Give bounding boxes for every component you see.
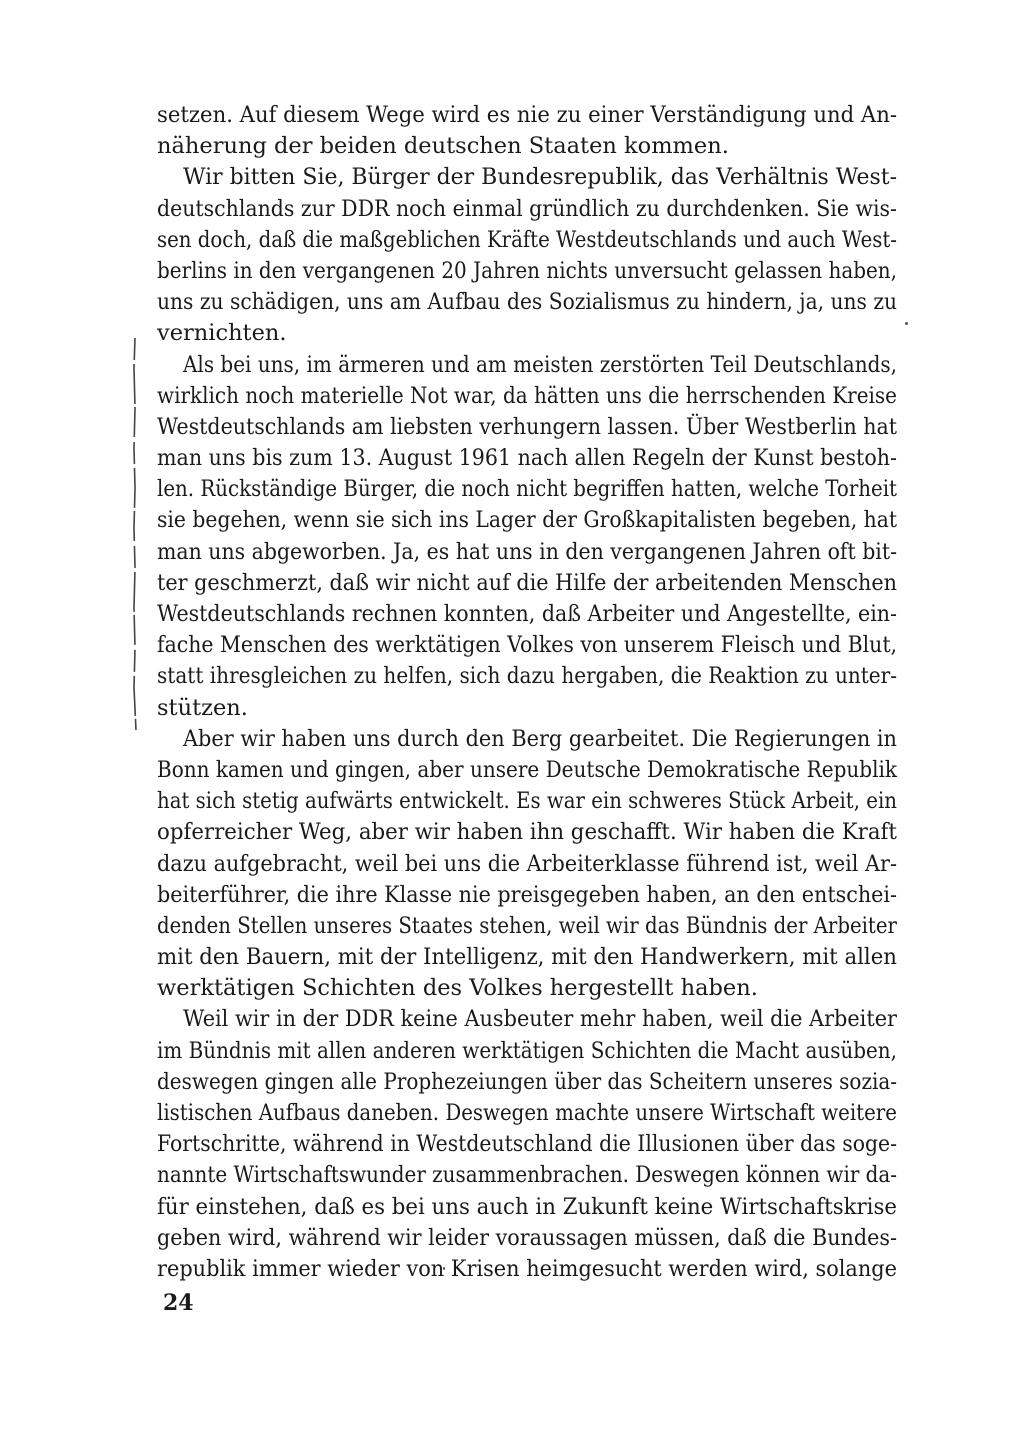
text-line: Aber wir haben uns durch den Berg gearbeitet. Die Regierungen in: [183, 725, 897, 752]
text-line: werktätigen Schichten des Volkes hergestellt haben.: [157, 975, 758, 1002]
text-line: hat sich stetig aufwärts entwickelt. Es war ein schweres Stück Arbeit, ein: [157, 788, 897, 815]
text-line: listischen Aufbaus daneben. Deswegen machte unsere Wirtschaft weitere: [157, 1100, 897, 1126]
text-line: Als bei uns, im ärmeren und am meisten zerstörten Teil Deutschlands,: [183, 351, 897, 378]
text-line: beiterführer, die ihre Klasse nie preisgegeben haben, an den entschei-: [157, 881, 898, 908]
paragraph: [157, 724, 897, 1005]
text-line: republik immer wieder von Krisen heimgesucht werden wird, solange: [157, 1255, 898, 1282]
page-number: 24: [163, 1290, 194, 1316]
body-text: [157, 100, 897, 1285]
paragraph: [157, 162, 897, 349]
text-line: berlins in den vergangenen 20 Jahren nichts unversucht gelassen haben,: [157, 257, 898, 284]
text-line: len. Rückständige Bürger, die noch nicht begriffen hatten, welche Torheit: [157, 476, 898, 503]
ink-speck: [905, 322, 908, 325]
text-line: nannte Wirtschaftswunder zusammenbrachen. Deswegen können wir da-: [157, 1162, 898, 1189]
text-line: sen doch, daß die maßgeblichen Kräfte Westdeutschlands und auch West-: [157, 226, 897, 253]
text-line: sie begehen, wenn sie sich ins Lager der Großkapitalisten begeben, hat: [157, 507, 898, 534]
text-line: fache Menschen des werktätigen Volkes von unserem Fleisch und Blut,: [157, 632, 898, 659]
paragraph: [157, 350, 897, 724]
text-line: wirklich noch materielle Not war, da hätten uns die herrschenden Kreise: [157, 382, 897, 409]
paragraph: [157, 100, 897, 162]
text-line: deswegen gingen alle Prophezeiungen über das Scheitern unseres sozia-: [157, 1068, 898, 1095]
margin-pencil-line: [130, 338, 140, 730]
text-line: statt ihresgleichen zu helfen, sich dazu hergaben, die Reaktion zu unter-: [157, 663, 898, 690]
text-line: im Bündnis mit allen anderen werktätigen Schichten die Macht ausüben,: [157, 1037, 897, 1064]
text-line: stützen.: [157, 694, 248, 721]
text-line: Wir bitten Sie, Bürger der Bundesrepublik, das Verhältnis West-: [183, 164, 898, 191]
text-line: deutschlands zur DDR noch einmal gründlich zu durchdenken. Sie wis-: [157, 195, 897, 222]
margin-pencil-line-graphic: [130, 338, 140, 730]
text-line: opferreicher Weg, aber wir haben ihn geschafft. Wir haben die Kraft: [157, 819, 897, 846]
text-line: man uns bis zum 13. August 1961 nach allen Regeln der Kunst bestoh-: [157, 445, 897, 472]
text-line: setzen. Auf diesem Wege wird es nie zu einer Verständigung und An-: [157, 102, 898, 128]
text-line: Westdeutschlands am liebsten verhungern lassen. Über Westberlin hat: [157, 413, 898, 440]
text-line: geben wird, während wir leider voraussagen müssen, daß die Bundes-: [157, 1224, 897, 1251]
text-line: Fortschritte, während in Westdeutschland die Illusionen über das soge-: [157, 1131, 898, 1158]
text-line: Bonn kamen und gingen, aber unsere Deutsche Demokratische Republik: [157, 756, 898, 783]
text-line: man uns abgeworben. Ja, es hat uns in den vergangenen Jahren oft bit-: [157, 538, 898, 565]
text-line: für einstehen, daß es bei uns auch in Zukunft keine Wirtschaftskrise: [157, 1193, 898, 1220]
text-line: uns zu schädigen, uns am Aufbau des Sozialismus zu hindern, ja, uns zu: [157, 289, 898, 316]
text-line: ter geschmerzt, daß wir nicht auf die Hilfe der arbeitenden Menschen: [157, 569, 898, 596]
text-line: Weil wir in der DDR keine Ausbeuter mehr haben, weil die Arbeiter: [183, 1006, 897, 1033]
paragraph: [157, 1004, 897, 1285]
text-line: vernichten.: [157, 320, 287, 347]
text-line: Westdeutschlands rechnen konnten, daß Arbeiter und Angestellte, ein-: [157, 601, 897, 627]
text-line: dazu aufgebracht, weil bei uns die Arbeiterklasse führend ist, weil Ar-: [157, 850, 897, 877]
text-line: mit den Bauern, mit der Intelligenz, mit den Handwerkern, mit allen: [157, 944, 897, 971]
text-line: denden Stellen unseres Staates stehen, weil wir das Bündnis der Arbeiter: [157, 912, 897, 939]
text-line: näherung der beiden deutschen Staaten kommen.: [157, 133, 729, 160]
